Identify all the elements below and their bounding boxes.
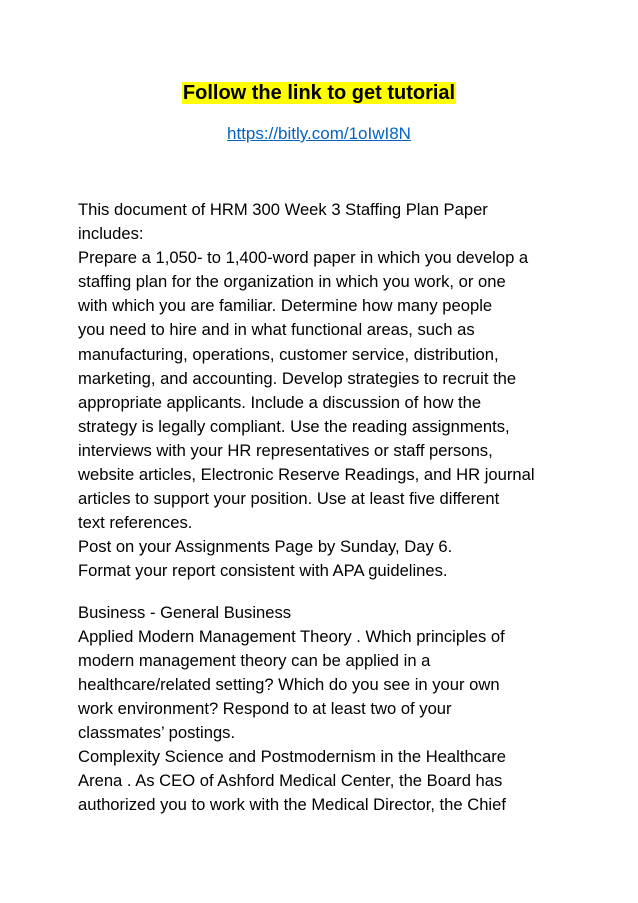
tutorial-heading	[0, 79, 638, 109]
tutorial-link[interactable]: https://bitly.com/1oIwI8N	[227, 124, 411, 143]
document-body	[78, 198, 578, 817]
text-line: classmates’ postings.	[78, 722, 236, 742]
paragraph-gap	[78, 584, 578, 601]
text-line: includes:	[78, 224, 144, 244]
text-line: marketing, and accounting. Develop strategies to recruit the	[78, 368, 517, 388]
text-line: articles to support your position. Use at least five different	[78, 489, 500, 509]
text-line: staffing plan for the organization in which you work, or one	[78, 272, 506, 292]
text-line: Prepare a 1,050- to 1,400-word paper in which you develop a	[78, 248, 529, 268]
text-line: Applied Modern Management Theory . Which principles of	[78, 626, 505, 646]
text-line: manufacturing, operations, customer service, distribution,	[78, 344, 499, 364]
text-line: Format your report consistent with APA guidelines.	[78, 561, 448, 581]
business-section	[78, 601, 578, 818]
text-line: healthcare/related setting? Which do you see in your own	[78, 674, 500, 694]
text-line: authorized you to work with the Medical Director, the Chief	[78, 795, 506, 815]
text-line: Post on your Assignments Page by Sunday, Day 6.	[78, 537, 453, 557]
text-line: website articles, Electronic Reserve Readings, and HR journal	[78, 465, 535, 485]
text-line: work environment? Respond to at least two of your	[78, 698, 452, 718]
text-line: Arena . As CEO of Ashford Medical Center, the Board has	[78, 771, 503, 791]
tutorial-heading-text: Follow the link to get tutorial	[182, 82, 456, 104]
text-line: Complexity Science and Postmodernism in the Healthcare	[78, 747, 506, 767]
text-line: Business - General Business	[78, 602, 292, 622]
text-line: strategy is legally compliant. Use the reading assignments,	[78, 416, 510, 436]
assignment-description	[78, 198, 578, 584]
text-line: modern management theory can be applied in a	[78, 650, 431, 670]
text-line: This document of HRM 300 Week 3 Staffing Plan Paper	[78, 200, 488, 219]
text-line: interviews with your HR representatives or staff persons,	[78, 440, 493, 460]
text-line: you need to hire and in what functional areas, such as	[78, 320, 475, 340]
text-line: with which you are familiar. Determine how many people	[78, 296, 493, 316]
text-line: text references.	[78, 513, 193, 533]
text-line: appropriate applicants. Include a discussion of how the	[78, 392, 482, 412]
